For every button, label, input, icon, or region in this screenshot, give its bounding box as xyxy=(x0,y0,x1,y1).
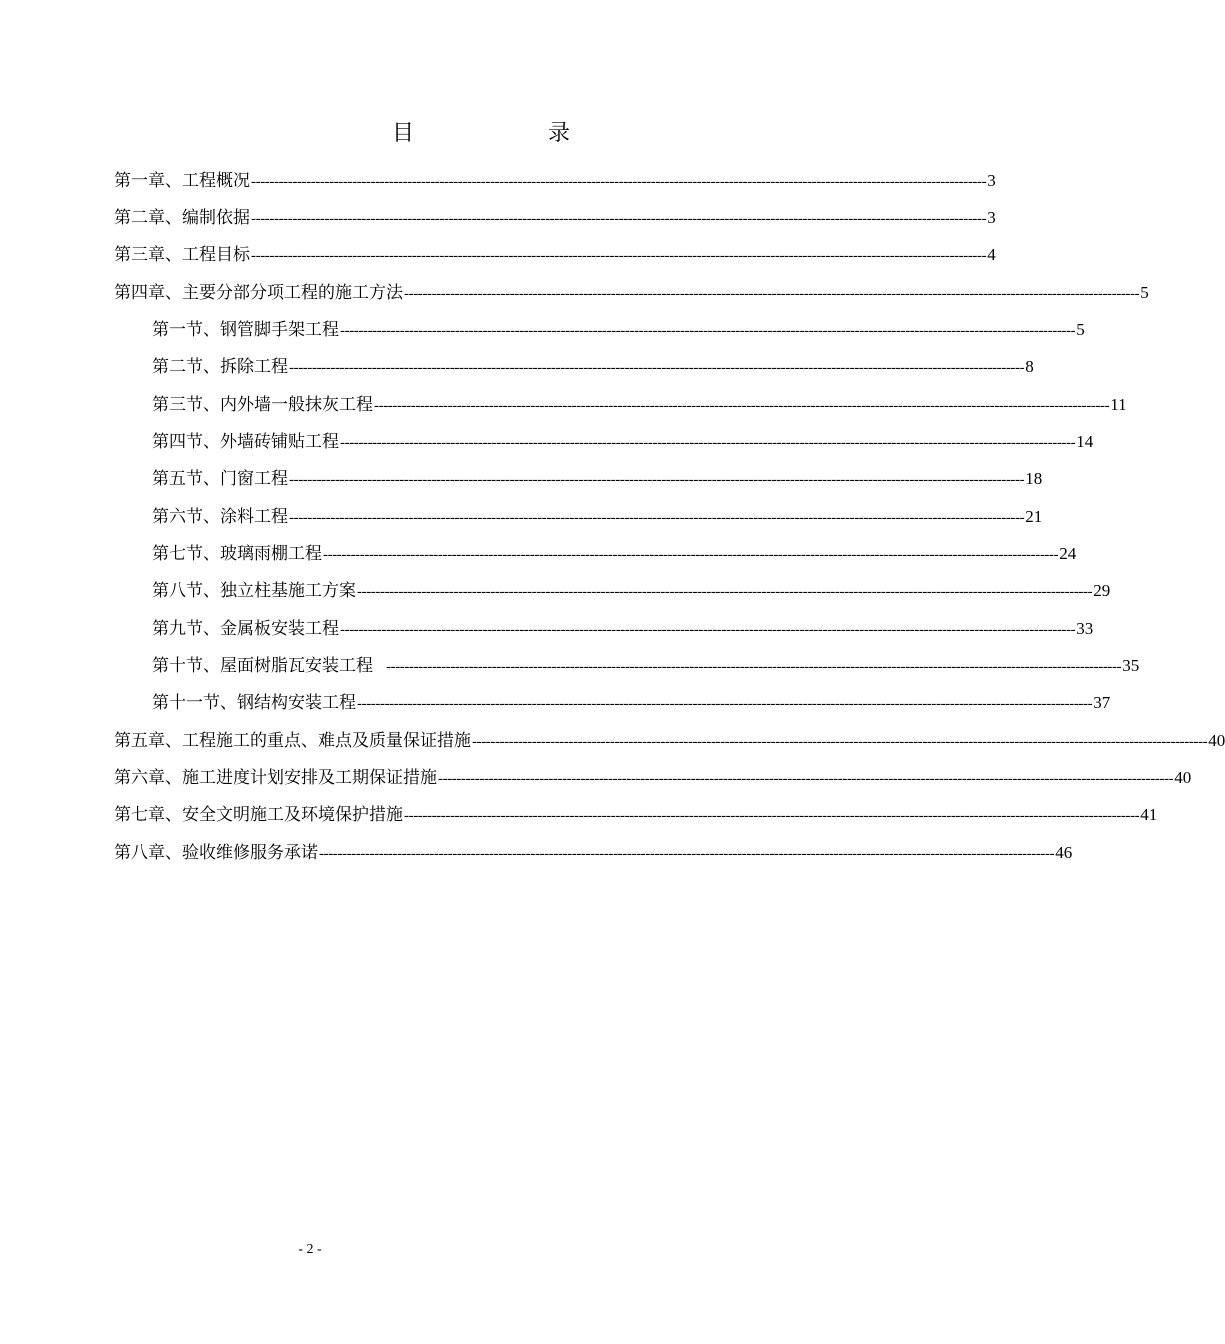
toc-entry-label: 第二节、拆除工程 xyxy=(152,357,288,377)
dot-leader: ---------------------------------------------------------------------------------------------------------------------------------------------------------------- xyxy=(340,323,1076,339)
toc-entry-label: 第五节、门窗工程 xyxy=(152,469,288,489)
toc-entry-page: 35 xyxy=(1122,656,1140,675)
dot-leader: ---------------------------------------------------------------------------------------------------------------------------------------------------------------- xyxy=(289,472,1025,488)
toc-entry-page: 14 xyxy=(1076,432,1094,451)
toc-entry-section-4[interactable] xyxy=(152,427,1094,457)
dot-leader: ---------------------------------------------------------------------------------------------------------------------------------------------------------------- xyxy=(404,808,1140,824)
toc-entry-label: 第四章、主要分部分项工程的施工方法 xyxy=(114,283,403,303)
dot-leader: ---------------------------------------------------------------------------------------------------------------------------------------------------------------- xyxy=(340,435,1076,451)
toc-entry-label: 第三章、工程目标 xyxy=(114,245,250,265)
toc-entry-section-9[interactable] xyxy=(152,614,1094,644)
toc-entry-section-3[interactable] xyxy=(152,390,1127,420)
toc-entry-page: 40 xyxy=(1208,731,1225,750)
toc-entry-label: 第六章、施工进度计划安排及工期保证措施 xyxy=(114,768,437,788)
dot-leader: ---------------------------------------------------------------------------------------------------------------------------------------------------------------- xyxy=(323,547,1059,563)
toc-entry-label: 第八章、验收维修服务承诺 xyxy=(114,843,318,863)
toc-entry-page: 29 xyxy=(1093,581,1111,600)
toc-entry-section-10[interactable] xyxy=(152,651,1140,681)
toc-title xyxy=(0,118,950,150)
toc-entry-label: 第五章、工程施工的重点、难点及质量保证措施 xyxy=(114,731,471,751)
toc-entry-chapter-7[interactable] xyxy=(114,800,1158,830)
dot-leader: ---------------------------------------------------------------------------------------------------------------------------------------------------------------- xyxy=(289,510,1025,526)
toc-entry-label: 第一节、钢管脚手架工程 xyxy=(152,320,339,340)
toc-entry-section-7[interactable] xyxy=(152,539,1077,569)
toc-entry-label: 第四节、外墙砖铺贴工程 xyxy=(152,432,339,452)
toc-entry-label: 第二章、编制依据 xyxy=(114,208,250,228)
toc-entry-page: 4 xyxy=(987,245,996,264)
dot-leader: ---------------------------------------------------------------------------------------------------------------------------------------------------------------- xyxy=(251,211,987,227)
dot-leader: ---------------------------------------------------------------------------------------------------------------------------------------------------------------- xyxy=(472,734,1208,750)
dot-leader: ---------------------------------------------------------------------------------------------------------------------------------------------------------------- xyxy=(289,360,1025,376)
toc-entry-chapter-8[interactable] xyxy=(114,838,1073,868)
toc-entry-label: 第七章、安全文明施工及环境保护措施 xyxy=(114,805,403,825)
toc-entry-page: 18 xyxy=(1025,469,1043,488)
toc-entry-page: 21 xyxy=(1025,507,1043,526)
toc-entry-page: 46 xyxy=(1055,843,1073,862)
toc-entry-page: 37 xyxy=(1093,693,1111,712)
toc-title-char-2: 录 xyxy=(548,121,571,146)
dot-leader: ---------------------------------------------------------------------------------------------------------------------------------------------------------------- xyxy=(374,398,1110,414)
toc-entry-page: 41 xyxy=(1140,805,1158,824)
toc-entry-chapter-5[interactable] xyxy=(114,726,1225,756)
dot-leader: ---------------------------------------------------------------------------------------------------------------------------------------------------------------- xyxy=(357,696,1093,712)
dot-leader: ---------------------------------------------------------------------------------------------------------------------------------------------------------------- xyxy=(438,771,1174,787)
toc-entry-page: 40 xyxy=(1174,768,1192,787)
toc-entry-page: 8 xyxy=(1025,357,1034,376)
toc-entry-label: 第十一节、钢结构安装工程 xyxy=(152,693,356,713)
toc-entry-chapter-4[interactable] xyxy=(114,278,1149,308)
toc-entry-page: 33 xyxy=(1076,619,1094,638)
toc-title-char-1: 目 xyxy=(392,121,415,146)
toc-entry-section-5[interactable] xyxy=(152,464,1043,494)
toc-entry-section-1[interactable] xyxy=(152,315,1085,345)
toc-entry-chapter-6[interactable] xyxy=(114,763,1192,793)
dot-leader: ---------------------------------------------------------------------------------------------------------------------------------------------------------------- xyxy=(251,174,987,190)
toc-entry-section-8[interactable] xyxy=(152,576,1111,606)
toc-entry-label: 第十节、屋面树脂瓦安装工程 xyxy=(152,656,373,676)
page-number: - 2 - xyxy=(298,1242,322,1257)
toc-entry-label: 第六节、涂料工程 xyxy=(152,507,288,527)
toc-entry-page: 5 xyxy=(1140,283,1149,302)
toc-entry-label: 第三节、内外墙一般抹灰工程 xyxy=(152,395,373,415)
toc-entry-page: 5 xyxy=(1076,320,1085,339)
toc-entry-chapter-3[interactable] xyxy=(114,240,996,270)
dot-leader: ---------------------------------------------------------------------------------------------------------------------------------------------------------------- xyxy=(404,286,1140,302)
dot-leader: ---------------------------------------------------------------------------------------------------------------------------------------------------------------- xyxy=(357,584,1093,600)
toc-entry-section-6[interactable] xyxy=(152,502,1043,532)
toc-entry-chapter-1[interactable] xyxy=(114,166,996,196)
toc-entry-page: 3 xyxy=(987,171,996,190)
toc-entry-page: 24 xyxy=(1059,544,1077,563)
toc-entry-label: 第一章、工程概况 xyxy=(114,171,250,191)
toc-entry-label: 第八节、独立柱基施工方案 xyxy=(152,581,356,601)
dot-leader: ---------------------------------------------------------------------------------------------------------------------------------------------------------------- xyxy=(340,622,1076,638)
toc-entry-label: 第九节、金属板安装工程 xyxy=(152,619,339,639)
toc-entry-section-2[interactable] xyxy=(152,352,1034,382)
toc-entry-page: 3 xyxy=(987,208,996,227)
toc-entry-page: 11 xyxy=(1110,395,1127,414)
toc-entry-label: 第七节、玻璃雨棚工程 xyxy=(152,544,322,564)
toc-entry-chapter-2[interactable] xyxy=(114,203,996,233)
dot-leader: ---------------------------------------------------------------------------------------------------------------------------------------------------------------- xyxy=(386,659,1122,675)
dot-leader: ---------------------------------------------------------------------------------------------------------------------------------------------------------------- xyxy=(319,846,1055,862)
dot-leader: ---------------------------------------------------------------------------------------------------------------------------------------------------------------- xyxy=(251,248,987,264)
toc-entry-section-11[interactable] xyxy=(152,688,1111,718)
